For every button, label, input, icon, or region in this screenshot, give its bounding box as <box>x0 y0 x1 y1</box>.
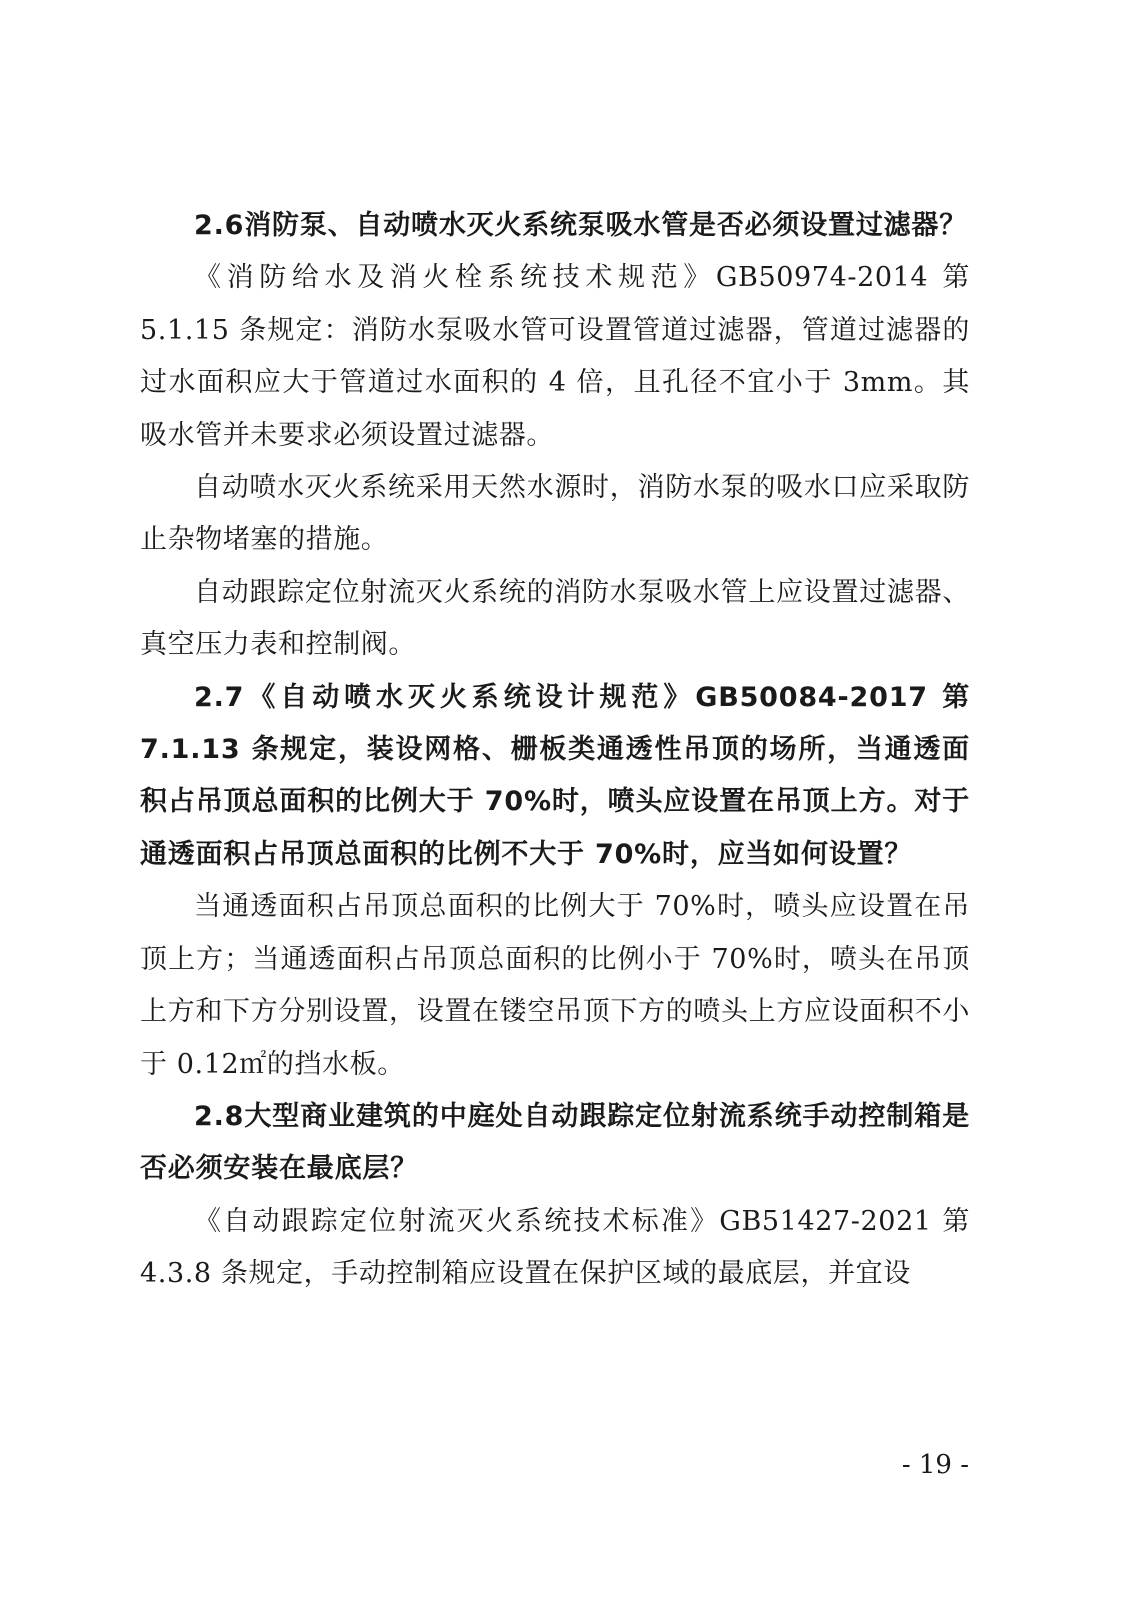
answer-paragraph-2-6-regulation: 《消防给水及消火栓系统技术规范》GB50974-2014 第 5.1.15 条规定：消防水泵吸水管可设置管道过滤器，管道过滤器的过水面积应大于管道过水面积的 4 倍，且孔径不宜小于 3mm。其吸水管并未要求必须设置过滤器。 <box>140 262 970 451</box>
answer-paragraph-2-7: 当通透面积占吊顶总面积的比例大于 70%时，喷头应设置在吊顶上方；当通透面积占吊顶总面积的比例小于 70%时，喷头在吊顶上方和下方分别设置，设置在镂空吊顶下方的喷头上方应设面积不小于 0.12㎡的挡水板。 <box>140 891 970 1080</box>
page-number: - 19 - <box>901 1450 969 1480</box>
answer-paragraph-2-8: 《自动跟踪定位射流灭火系统技术标准》GB51427-2021 第 4.3.8 条规定，手动控制箱应设置在保护区域的最底层，并宜设 <box>140 1205 970 1290</box>
question-heading-2-8: 2.8大型商业建筑的中庭处自动跟踪定位射流系统手动控制箱是否必须安装在最底层？ <box>140 1100 970 1185</box>
question-heading-2-6: 2.6消防泵、自动喷水灭火系统泵吸水管是否必须设置过滤器？ <box>194 210 968 241</box>
answer-paragraph-2-6-jet-system: 自动跟踪定位射流灭火系统的消防水泵吸水管上应设置过滤器、真空压力表和控制阀。 <box>140 576 970 661</box>
document-body <box>140 200 970 1301</box>
answer-paragraph-2-6-sprinkler: 自动喷水灭火系统采用天然水源时，消防水泵的吸水口应采取防止杂物堵塞的措施。 <box>140 472 970 556</box>
question-heading-2-7: 2.7《自动喷水灭火系统设计规范》GB50084-2017 第 7.1.13 条规定，装设网格、栅板类通透性吊顶的场所，当通透面积占吊顶总面积的比例大于 70%时，喷头应设置在吊顶上方。对于通透面积占吊顶总面积的比例不大于 70%时，应当如何设置？ <box>140 681 970 870</box>
